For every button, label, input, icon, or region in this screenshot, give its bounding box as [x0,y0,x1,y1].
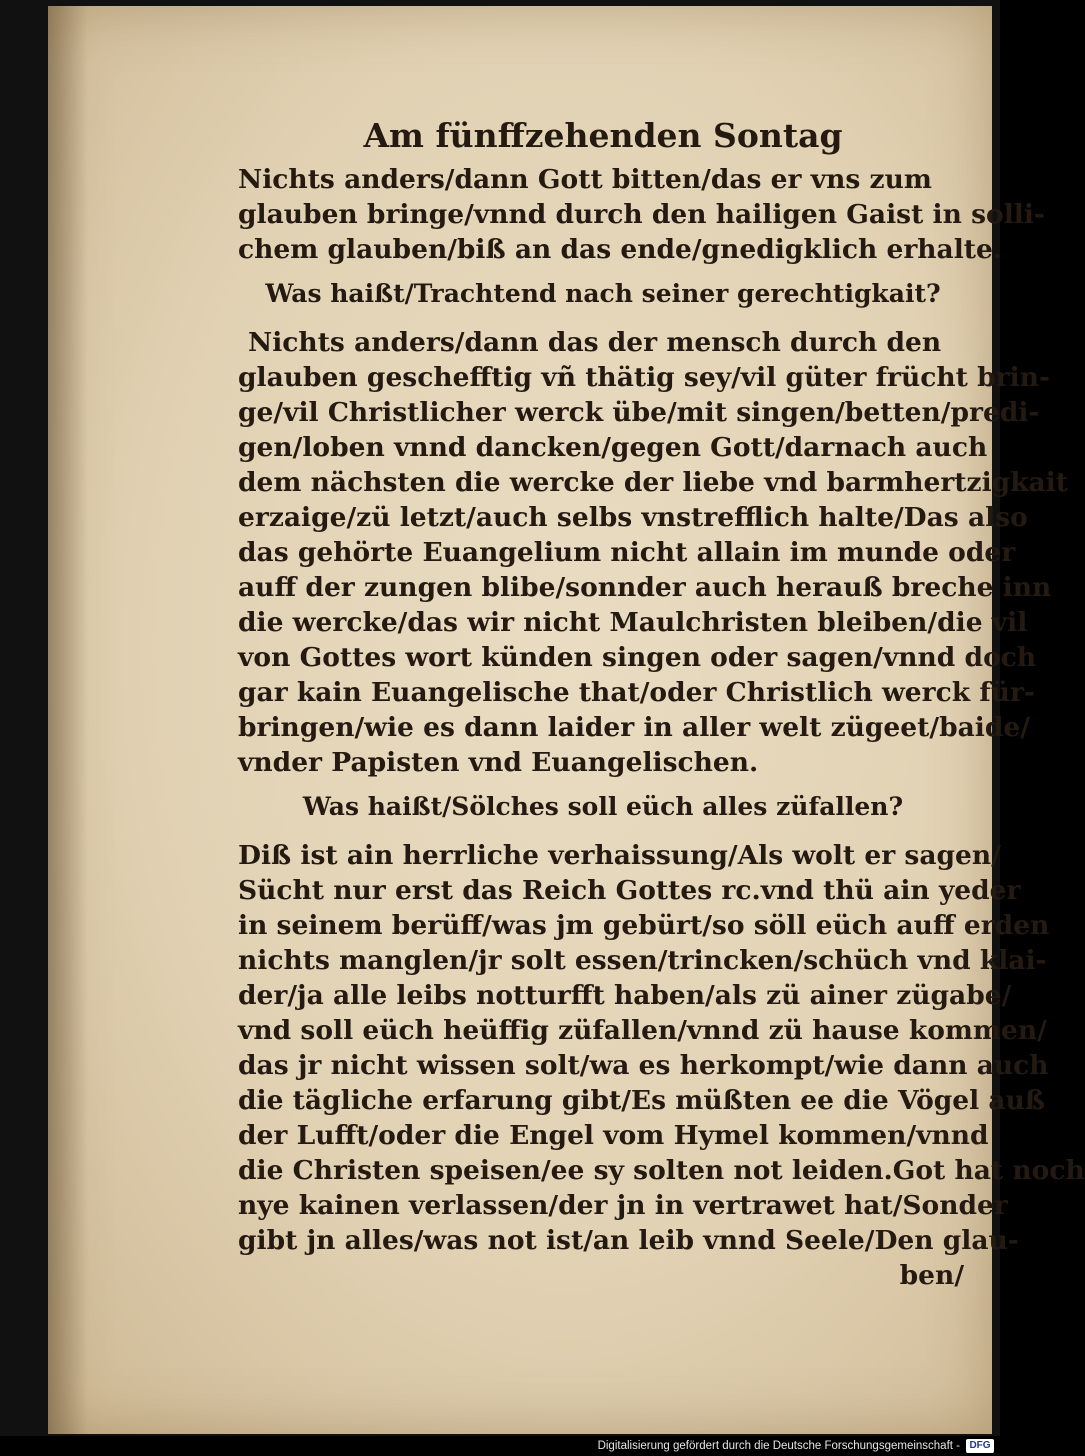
text-line: vnder Papisten vnd Euangelischen. [238,747,759,778]
answer-paragraph-2 [238,838,1085,1293]
text-line: auff der zungen blibe/sonnder auch herauß breche inn [238,572,1052,603]
text-line: von Gottes wort künden singen oder sagen/vnnd doch [238,642,1037,673]
text-line: in seinem berüff/was jm gebürt/so söll eüch auff erden [238,910,1050,941]
funding-credit: Digitalisierung gefördert durch die Deutsche Forschungsgemeinschaft - [597,1440,960,1452]
text-line: gibt jn alles/was not ist/an leib vnnd Seele/Den glau- [238,1225,1019,1256]
text-line: die Christen speisen/ee sy solten not leiden.Got hat noch [238,1155,1085,1186]
text-line: vnd soll eüch heüffig züfallen/vnnd zü hause kommen/ [238,1015,1047,1046]
catchword: ben/ [899,1260,964,1291]
text-line: die wercke/das wir nicht Maulchristen bleiben/die vil [238,607,1028,638]
text-line: gen/loben vnnd dancken/gegen Gott/darnach auch [238,432,988,463]
text-line: glauben bringe/vnnd durch den hailigen Gaist in solli- [238,199,1045,230]
book-page [48,6,1085,1434]
text-line: nye kainen verlassen/der jn in vertrawet hat/Sonder [238,1190,1008,1221]
text-line: Nichts anders/dann Gott bitten/das er vns zum [238,164,932,195]
dfg-logo-icon: DFG [966,1439,994,1453]
text-line: erzaige/zü letzt/auch selbs vnstrefflich halte/Das also [238,502,1028,533]
intro-paragraph [238,162,1045,267]
question-heading-1: Was haißt/Trachtend nach seiner gerechtigkait? [265,279,941,308]
text-line: Sücht nur erst das Reich Gottes rc.vnd thü ain yeder [238,875,1021,906]
text-line: das gehörte Euangelium nicht allain im munde oder [238,537,1016,568]
text-line: Nichts anders/dann das der mensch durch den [248,327,942,358]
text-line: bringen/wie es dann laider in aller welt zügeet/baide/ [238,712,1030,743]
text-line: glauben geschefftig vñ thätig sey/vil güter frücht brin- [238,362,1050,393]
text-line: nichts manglen/jr solt essen/trincken/schüch vnd klai- [238,945,1047,976]
text-line: die tägliche erfarung gibt/Es müßten ee die Vögel auß [238,1085,1045,1116]
text-line: gar kain Euangelische that/oder Christlich werck für- [238,677,1035,708]
text-line: das jr nicht wissen solt/wa es herkompt/wie dann auch [238,1050,1049,1081]
answer-paragraph-1 [238,325,1069,780]
text-line: der/ja alle leibs notturfft haben/als zü ainer zügabe/ [238,980,1012,1011]
text-line: Diß ist ain herrliche verhaissung/Als wolt er sagen/ [238,840,1001,871]
text-line: chem glauben/biß an das ende/gnedigklich erhalte. [238,234,1003,265]
text-line: ge/vil Christlicher werck übe/mit singen/betten/predi- [238,397,1040,428]
text-line: dem nächsten die wercke der liebe vnd barmhertzigkait [238,467,1069,498]
question-heading-2: Was haißt/Sölches soll eüch alles züfallen? [302,792,904,821]
page-text-block [238,114,1085,1293]
text-line: der Lufft/oder die Engel vom Hymel kommen/vnnd [238,1120,989,1151]
page-heading: Am fünffzehenden Sontag [363,116,843,155]
